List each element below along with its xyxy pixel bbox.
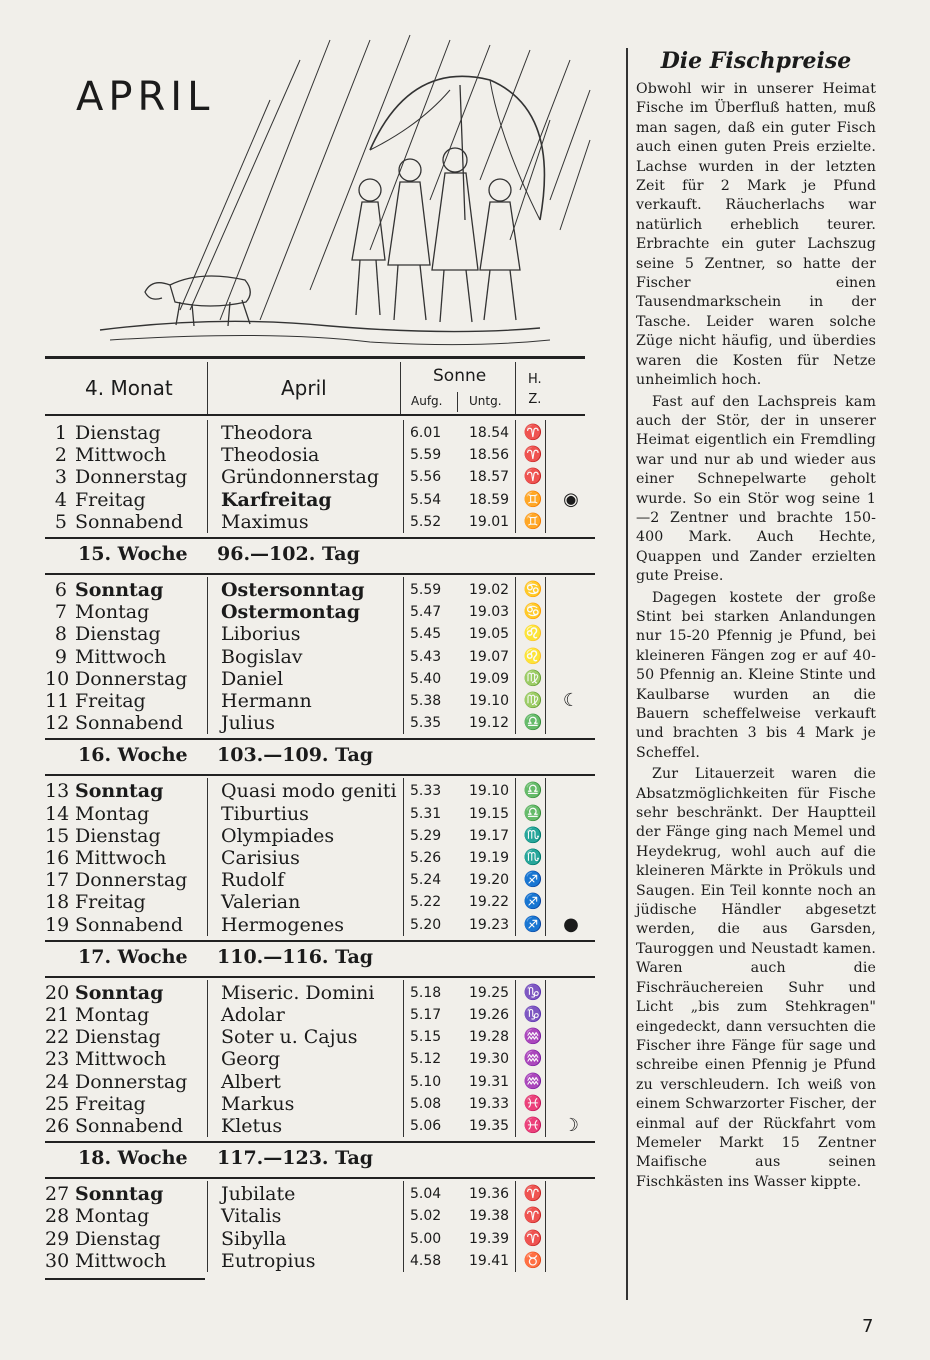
day-row bbox=[45, 1183, 625, 1205]
day-sunrise: 5.35 bbox=[410, 715, 442, 732]
zodiac-icon: ♒ bbox=[523, 1049, 543, 1068]
day-row bbox=[45, 1250, 625, 1272]
header-divider bbox=[400, 362, 401, 414]
day-name: Sonnabend bbox=[75, 510, 184, 533]
day-saint: Albert bbox=[221, 1070, 281, 1093]
day-sunset: 19.38 bbox=[469, 1208, 510, 1225]
day-row bbox=[45, 511, 625, 533]
day-saint: Ostersonntag bbox=[221, 579, 365, 601]
day-sunset: 19.31 bbox=[469, 1073, 510, 1090]
zodiac-icon: ♈ bbox=[523, 467, 543, 486]
day-name: Mittwoch bbox=[75, 847, 167, 869]
day-sunset: 19.07 bbox=[469, 648, 510, 665]
day-number: 5 bbox=[54, 510, 67, 533]
day-number: 7 bbox=[54, 601, 67, 624]
week-rule bbox=[45, 976, 595, 978]
day-name: Dienstag bbox=[75, 623, 161, 646]
zodiac-icon: ♐ bbox=[523, 892, 543, 911]
day-sunrise: 5.29 bbox=[410, 827, 442, 844]
day-row bbox=[45, 668, 625, 690]
day-sunset: 18.54 bbox=[469, 425, 510, 441]
day-saint: Miseric. Domini bbox=[221, 981, 375, 1004]
day-saint: Theodora bbox=[221, 422, 313, 444]
zodiac-divider bbox=[545, 1181, 546, 1272]
day-sunset: 19.33 bbox=[469, 1095, 510, 1112]
zodiac-divider bbox=[545, 577, 546, 734]
saint-divider bbox=[207, 420, 208, 533]
header-divider bbox=[207, 362, 208, 414]
day-saint: Markus bbox=[221, 1092, 295, 1115]
day-sunrise: 5.17 bbox=[410, 1007, 442, 1023]
day-name: Montag bbox=[75, 1205, 150, 1228]
day-sunrise: 5.12 bbox=[410, 1051, 442, 1068]
day-number: 8 bbox=[54, 623, 67, 646]
day-sunrise: 5.45 bbox=[410, 626, 442, 643]
day-name: Dienstag bbox=[75, 1026, 161, 1049]
week-rule bbox=[45, 1177, 595, 1179]
article-paragraph: Dagegen kostete der große Stint bei starken Anlandungen nur 15-20 Pfennig je Pfund, bei kleineren Fängen zog er auf 40-50 Pfennig an. Kleine Stinte und Kaulbarse wurden an die Bauern scheffelweise verkauft und brachten 3 bis 4 Mark je Scheffel. bbox=[636, 589, 876, 761]
header-month: 4. Monat bbox=[85, 376, 173, 400]
zodiac-icon: ♌ bbox=[523, 646, 543, 665]
day-row bbox=[45, 466, 625, 488]
day-row bbox=[45, 1205, 625, 1227]
day-sunset: 19.23 bbox=[469, 916, 510, 933]
week-label: 17. Woche bbox=[78, 945, 188, 968]
day-name: Sonntag bbox=[75, 780, 164, 803]
day-name: Montag bbox=[75, 1004, 150, 1026]
zodiac-icon: ♈ bbox=[523, 445, 543, 464]
zodiac-icon: ♍ bbox=[523, 691, 543, 709]
week-day-range: 96.—102. Tag bbox=[217, 543, 360, 565]
day-number: 14 bbox=[45, 802, 70, 825]
day-sunrise: 5.59 bbox=[410, 447, 442, 464]
day-sunset: 19.09 bbox=[469, 670, 510, 687]
day-sunrise: 5.24 bbox=[410, 872, 442, 889]
week-header bbox=[45, 539, 625, 575]
day-sunset: 19.15 bbox=[469, 805, 510, 822]
day-number: 4 bbox=[54, 488, 67, 511]
week-label: 16. Woche bbox=[78, 744, 188, 767]
day-row bbox=[45, 803, 625, 825]
day-sunset: 19.02 bbox=[469, 582, 510, 598]
sunset-zodiac-divider bbox=[515, 980, 516, 1137]
day-sunset: 19.12 bbox=[469, 715, 510, 732]
zodiac-icon: ♈ bbox=[523, 1206, 543, 1225]
day-saint: Adolar bbox=[221, 1004, 285, 1026]
day-saint: Kletus bbox=[221, 1115, 283, 1137]
day-number: 23 bbox=[45, 1048, 70, 1071]
article-paragraph: Zur Litauerzeit waren die Absatzmöglichkeiten für Fische sehr beschränkt. Der Hauptteil der Fänge ging nach Memel und Heydekrug, wohl auch auf die kleineren Märkte in Prökuls und Saugen. Ein Teil konnte noch an jüdische Händler abgesetzt werden, die aus Garsden, Tauroggen und Neustadt kamen. Waren auch die Fischräuchereien Suhr und Licht „bis zum Stehkragen" eingedeckt, dann versuchten die Fischer ihre Fänge für sage und schreibe einen Pfennig je Pfund zu verschleudern. Ich weiß von einem Schwarzorter Fischer, der einmal auf der Rückfahrt vom Memeler Markt 15 Zentner Maifische aus seinen Fischkästen ins Wasser kippte. bbox=[636, 766, 876, 1190]
saint-divider bbox=[207, 577, 208, 734]
day-number: 11 bbox=[45, 690, 70, 712]
day-saint: Theodosia bbox=[221, 444, 320, 467]
day-number: 3 bbox=[54, 466, 67, 489]
zodiac-icon: ♎ bbox=[523, 781, 543, 800]
zodiac-icon: ♉ bbox=[523, 1250, 543, 1269]
day-row bbox=[45, 579, 625, 601]
header-top-rule bbox=[45, 356, 585, 359]
header-sunrise: Aufg. bbox=[411, 394, 443, 408]
day-saint: Eutropius bbox=[221, 1249, 316, 1272]
day-saint: Gründonnerstag bbox=[221, 466, 380, 489]
day-sunset: 19.05 bbox=[469, 626, 510, 643]
day-name: Donnerstag bbox=[75, 1070, 188, 1093]
day-number: 16 bbox=[45, 847, 70, 869]
day-sunset: 19.28 bbox=[469, 1029, 510, 1046]
day-sunrise: 5.04 bbox=[410, 1186, 442, 1203]
day-row bbox=[45, 646, 625, 668]
day-sunrise: 5.10 bbox=[410, 1073, 442, 1090]
day-row bbox=[45, 1228, 625, 1250]
day-sunset: 18.59 bbox=[469, 491, 510, 508]
table-bottom-rule bbox=[45, 1278, 205, 1280]
day-name: Sonntag bbox=[75, 981, 164, 1004]
day-saint: Georg bbox=[221, 1048, 281, 1071]
day-sunrise: 6.01 bbox=[410, 425, 442, 441]
day-name: Mittwoch bbox=[75, 1249, 167, 1272]
day-name: Mittwoch bbox=[75, 645, 167, 668]
day-sunset: 19.25 bbox=[469, 984, 510, 1001]
day-name: Dienstag bbox=[75, 422, 161, 444]
day-saint: Maximus bbox=[221, 510, 309, 533]
day-saint: Liborius bbox=[221, 623, 301, 646]
day-name: Sonnabend bbox=[75, 712, 184, 735]
day-row bbox=[45, 780, 625, 802]
moon-phase-icon: ☾ bbox=[562, 690, 580, 711]
sunset-zodiac-divider bbox=[515, 577, 516, 734]
day-row bbox=[45, 601, 625, 623]
day-saint: Olympiades bbox=[221, 824, 335, 847]
day-number: 17 bbox=[45, 869, 70, 892]
page-title: APRIL bbox=[76, 74, 215, 120]
moon-phase-icon: ● bbox=[563, 913, 579, 935]
day-saint: Vitalis bbox=[221, 1205, 282, 1228]
zodiac-icon: ♓ bbox=[523, 1116, 543, 1134]
day-sunset: 19.39 bbox=[469, 1230, 510, 1247]
day-sunset: 19.19 bbox=[469, 850, 510, 866]
day-saint: Jubilate bbox=[221, 1183, 296, 1206]
zodiac-icon: ♒ bbox=[523, 1027, 543, 1046]
day-number: 10 bbox=[45, 667, 70, 690]
zodiac-divider bbox=[545, 980, 546, 1137]
day-row bbox=[45, 712, 625, 734]
sun-divider bbox=[403, 577, 404, 734]
day-sunset: 18.57 bbox=[469, 469, 510, 486]
day-saint: Bogislav bbox=[221, 645, 303, 668]
day-saint: Karfreitag bbox=[221, 488, 332, 511]
day-name: Freitag bbox=[75, 488, 146, 511]
day-number: 25 bbox=[45, 1092, 70, 1115]
day-row bbox=[45, 489, 625, 511]
day-sunset: 19.26 bbox=[469, 1007, 510, 1023]
zodiac-icon: ♎ bbox=[523, 803, 543, 822]
day-name: Freitag bbox=[75, 891, 146, 914]
day-number: 26 bbox=[45, 1115, 70, 1137]
day-saint: Carisius bbox=[221, 847, 300, 869]
day-name: Donnerstag bbox=[75, 466, 188, 489]
day-sunrise: 4.58 bbox=[410, 1252, 442, 1269]
sunset-zodiac-divider bbox=[515, 1181, 516, 1272]
zodiac-icon: ♎ bbox=[523, 713, 543, 732]
saint-divider bbox=[207, 778, 208, 935]
day-row bbox=[45, 1048, 625, 1070]
zodiac-divider bbox=[545, 420, 546, 533]
day-saint: Julius bbox=[221, 712, 275, 735]
day-sunrise: 5.00 bbox=[410, 1230, 442, 1247]
day-sunrise: 5.43 bbox=[410, 648, 442, 665]
day-sunset: 19.17 bbox=[469, 827, 510, 844]
day-name: Sonnabend bbox=[75, 1115, 184, 1137]
day-sunrise: 5.31 bbox=[410, 805, 442, 822]
zodiac-divider bbox=[545, 778, 546, 935]
sun-divider bbox=[403, 980, 404, 1137]
moon-phase-icon: ☽ bbox=[562, 1115, 580, 1136]
day-name: Montag bbox=[75, 601, 150, 624]
day-row bbox=[45, 891, 625, 913]
day-number: 24 bbox=[45, 1070, 70, 1093]
zodiac-icon: ♋ bbox=[523, 602, 543, 621]
article bbox=[636, 48, 876, 1192]
day-number: 13 bbox=[45, 780, 70, 803]
page-number: 7 bbox=[862, 1316, 874, 1337]
day-saint: Valerian bbox=[221, 891, 301, 914]
header-zodiac-line1: H. bbox=[528, 372, 542, 387]
day-row bbox=[45, 1026, 625, 1048]
day-number: 1 bbox=[54, 422, 67, 444]
week-day-range: 117.—123. Tag bbox=[217, 1147, 374, 1170]
zodiac-icon: ♐ bbox=[523, 870, 543, 889]
day-sunrise: 5.20 bbox=[410, 916, 442, 933]
week-header bbox=[45, 740, 625, 776]
zodiac-icon: ♋ bbox=[523, 580, 543, 598]
day-number: 28 bbox=[45, 1205, 70, 1228]
day-sunrise: 5.33 bbox=[410, 783, 442, 800]
article-title: Die Fischpreise bbox=[660, 48, 852, 74]
day-number: 30 bbox=[45, 1249, 70, 1272]
day-sunrise: 5.38 bbox=[410, 693, 442, 709]
article-paragraph: Fast auf den Lachspreis kam auch der Stör, der in unserer Heimat eigentlich ein Fremdling war und nur ab und wieder aus einer Schnepelwarte geholt wurde. So ein Stör wog seine 1—2 Zentner und brachte 150-400 Mark. Auch Hechte, Quappen und Zander erzielten gute Preise. bbox=[636, 393, 876, 585]
week-label: 15. Woche bbox=[78, 543, 188, 565]
column-separator bbox=[626, 48, 628, 1300]
day-name: Sonntag bbox=[75, 1183, 164, 1206]
day-sunrise: 5.47 bbox=[410, 604, 442, 621]
day-sunset: 19.01 bbox=[469, 513, 510, 530]
header-divider bbox=[515, 362, 516, 414]
day-number: 19 bbox=[45, 913, 70, 936]
sun-divider bbox=[403, 420, 404, 533]
day-sunrise: 5.18 bbox=[410, 984, 442, 1001]
day-sunrise: 5.06 bbox=[410, 1118, 442, 1134]
day-row bbox=[45, 847, 625, 869]
header-zodiac bbox=[528, 370, 542, 410]
week-rule bbox=[45, 774, 595, 776]
calendar-table bbox=[45, 356, 625, 1316]
day-number: 2 bbox=[54, 444, 67, 467]
day-name: Freitag bbox=[75, 1092, 146, 1115]
day-sunrise: 5.08 bbox=[410, 1095, 442, 1112]
day-number: 29 bbox=[45, 1227, 70, 1250]
saint-divider bbox=[207, 1181, 208, 1272]
day-sunrise: 5.15 bbox=[410, 1029, 442, 1046]
zodiac-icon: ♌ bbox=[523, 624, 543, 643]
day-sunset: 19.20 bbox=[469, 872, 510, 889]
day-sunset: 19.10 bbox=[469, 783, 510, 800]
zodiac-icon: ♒ bbox=[523, 1071, 543, 1090]
day-sunrise: 5.26 bbox=[410, 850, 442, 866]
day-number: 18 bbox=[45, 891, 70, 914]
day-number: 20 bbox=[45, 981, 70, 1004]
day-row bbox=[45, 1115, 625, 1137]
week-label: 18. Woche bbox=[78, 1147, 188, 1170]
day-number: 12 bbox=[45, 712, 70, 735]
day-number: 22 bbox=[45, 1026, 70, 1049]
day-sunset: 18.56 bbox=[469, 447, 510, 464]
day-row bbox=[45, 690, 625, 712]
week-header bbox=[45, 1143, 625, 1179]
zodiac-icon: ♍ bbox=[523, 668, 543, 687]
day-sunrise: 5.54 bbox=[410, 491, 442, 508]
day-sunrise: 5.22 bbox=[410, 894, 442, 911]
day-sunset: 19.36 bbox=[469, 1186, 510, 1203]
day-name: Sonntag bbox=[75, 579, 164, 601]
day-name: Dienstag bbox=[75, 824, 161, 847]
day-sunset: 19.03 bbox=[469, 604, 510, 621]
day-name: Donnerstag bbox=[75, 667, 188, 690]
zodiac-icon: ♈ bbox=[523, 423, 543, 441]
day-number: 6 bbox=[54, 579, 67, 601]
day-row bbox=[45, 914, 625, 936]
day-number: 27 bbox=[45, 1183, 70, 1206]
zodiac-icon: ♈ bbox=[523, 1228, 543, 1247]
article-paragraph: Obwohl wir in unserer Heimat Fische im Überfluß hatten, muß man sagen, daß ein guter Fisch auch einen guten Preis erzielte. Lachse wurden in der letzten Zeit für 2 Mark je Pfund verkauft. Räucherlachs war natürlich erheblich teurer. Erbrachte ein guter Lachszug seine 5 Zentner, so hatte der Fischer einen Tausendmarkschein in der Tasche. Leider waren solche Züge nicht häufig, und überdies waren die Kosten für Netze unheimlich hoch. bbox=[636, 81, 876, 389]
day-number: 9 bbox=[54, 645, 67, 668]
day-name: Mittwoch bbox=[75, 1048, 167, 1071]
day-sunset: 19.30 bbox=[469, 1051, 510, 1068]
day-name: Dienstag bbox=[75, 1227, 161, 1250]
zodiac-icon: ♊ bbox=[523, 511, 543, 530]
week-day-range: 103.—109. Tag bbox=[217, 744, 374, 767]
day-saint: Hermogenes bbox=[221, 913, 344, 936]
day-sunrise: 5.40 bbox=[410, 670, 442, 687]
day-sunrise: 5.52 bbox=[410, 513, 442, 530]
rain-illustration bbox=[70, 30, 610, 360]
day-name: Montag bbox=[75, 802, 150, 825]
day-row bbox=[45, 422, 625, 444]
day-row bbox=[45, 982, 625, 1004]
header-sunset: Untg. bbox=[469, 394, 502, 408]
sun-divider bbox=[403, 1181, 404, 1272]
day-row bbox=[45, 1093, 625, 1115]
day-row bbox=[45, 869, 625, 891]
week-header bbox=[45, 942, 625, 978]
day-sunrise: 5.02 bbox=[410, 1208, 442, 1225]
sun-divider bbox=[403, 778, 404, 935]
day-saint: Hermann bbox=[221, 690, 312, 712]
day-sunset: 19.22 bbox=[469, 894, 510, 911]
zodiac-icon: ♊ bbox=[523, 489, 543, 508]
header-divider bbox=[457, 392, 458, 412]
zodiac-icon: ♓ bbox=[523, 1093, 543, 1112]
week-day-range: 110.—116. Tag bbox=[217, 945, 374, 968]
moon-phase-icon: ◉ bbox=[563, 488, 579, 510]
day-saint: Ostermontag bbox=[221, 601, 361, 624]
day-number: 15 bbox=[45, 824, 70, 847]
header-zodiac-line2: Z. bbox=[528, 392, 542, 407]
day-sunset: 19.10 bbox=[469, 693, 510, 709]
zodiac-icon: ♏ bbox=[523, 848, 543, 866]
zodiac-icon: ♑ bbox=[523, 982, 543, 1001]
day-row bbox=[45, 623, 625, 645]
day-sunset: 19.41 bbox=[469, 1252, 510, 1269]
day-name: Mittwoch bbox=[75, 444, 167, 467]
day-number: 21 bbox=[45, 1004, 70, 1026]
sunset-zodiac-divider bbox=[515, 420, 516, 533]
day-name: Freitag bbox=[75, 690, 146, 712]
day-sunrise: 5.56 bbox=[410, 469, 442, 486]
header-sun: Sonne bbox=[433, 366, 487, 386]
week-rule bbox=[45, 573, 595, 575]
day-saint: Rudolf bbox=[221, 869, 285, 892]
zodiac-icon: ♐ bbox=[523, 914, 543, 933]
zodiac-icon: ♈ bbox=[523, 1184, 543, 1203]
day-saint: Tiburtius bbox=[221, 802, 309, 825]
day-saint: Daniel bbox=[221, 667, 284, 690]
day-sunset: 19.35 bbox=[469, 1118, 510, 1134]
day-name: Donnerstag bbox=[75, 869, 188, 892]
header-month-name: April bbox=[281, 376, 327, 400]
sunset-zodiac-divider bbox=[515, 778, 516, 935]
day-row bbox=[45, 1004, 625, 1026]
zodiac-icon: ♑ bbox=[523, 1005, 543, 1023]
day-row bbox=[45, 825, 625, 847]
day-name: Sonnabend bbox=[75, 913, 184, 936]
day-saint: Quasi modo geniti bbox=[221, 780, 397, 803]
day-saint: Sibylla bbox=[221, 1227, 287, 1250]
day-row bbox=[45, 1071, 625, 1093]
saint-divider bbox=[207, 980, 208, 1137]
zodiac-icon: ♏ bbox=[523, 825, 543, 844]
day-saint: Soter u. Cajus bbox=[221, 1026, 358, 1049]
day-sunrise: 5.59 bbox=[410, 582, 442, 598]
header-bottom-rule bbox=[45, 414, 585, 416]
day-row bbox=[45, 444, 625, 466]
